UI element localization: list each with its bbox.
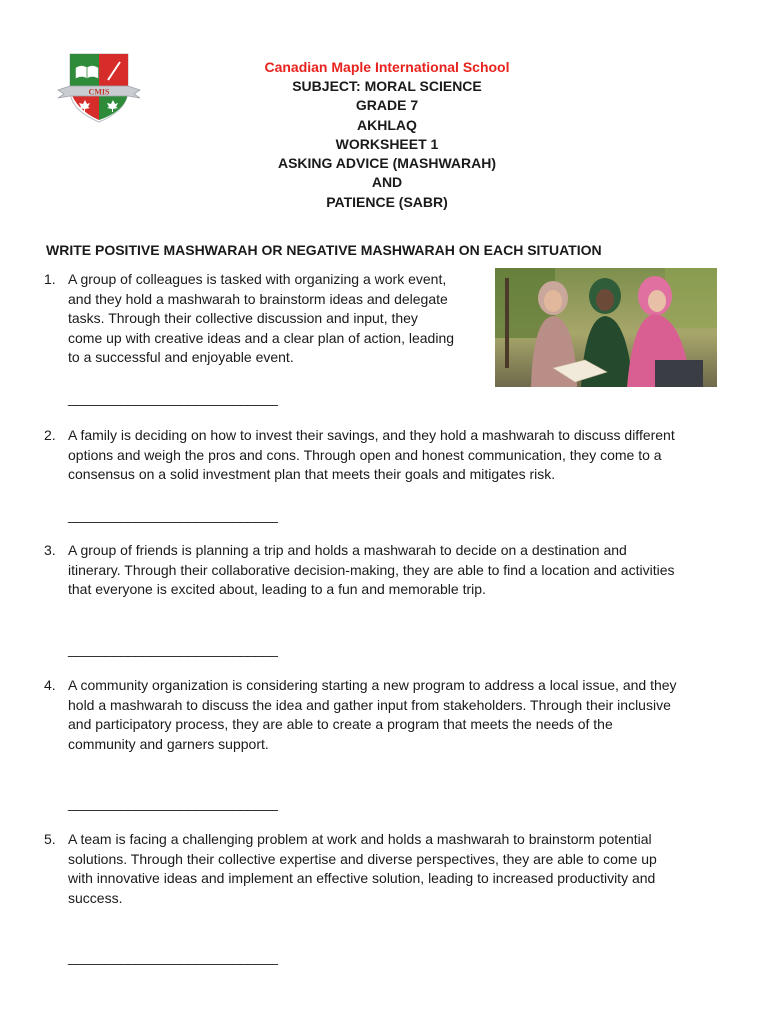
students-photo	[495, 268, 717, 387]
item-text: A group of friends is planning a trip and holds a mashwarah to decide on a destination and itinerary. Through their collaborative decision-making, they are able to find a location and activities that everyone is excited about, leading to a fun and memorable trip.	[68, 542, 675, 597]
item-number: 3.	[44, 542, 56, 558]
item-number: 2.	[44, 427, 56, 443]
item-text: A team is facing a challenging problem at work and holds a mashwarah to brainstorm potential solutions. Through their collective expertise and diverse perspectives, they are able to come up with innovative ideas and implement an effective solution, leading to increased productivity and success.	[68, 831, 657, 906]
school-name: Canadian Maple International School	[264, 59, 510, 75]
title-line-1: ASKING ADVICE (MASHWARAH)	[277, 155, 497, 172]
item-text: A community organization is considering starting a new program to address a local issue, and they hold a mashwarah to discuss the idea and gather input from stakeholders. Through their inclusive and participatory process, they are able to create a program that meets the needs of the community and garners support.	[68, 677, 677, 752]
item-text: A family is deciding on how to invest their savings, and they hold a mashwarah to discuss different options and weigh the pros and cons. Through open and honest communication, they come to a consensus on a solid investment plan that meets their goals and mitigates risk.	[68, 427, 675, 482]
answer-blank-3[interactable]: ____________________________	[68, 641, 278, 657]
worksheet-header	[190, 58, 584, 212]
item-number: 1.	[44, 271, 56, 287]
item-text: A group of colleagues is tasked with organizing a work event, and they hold a mashwarah to brainstorm ideas and delegate tasks. Through their collective discussion and input, they come up with creative ideas and a clear plan of action, leading to a successful and enjoyable event.	[68, 271, 455, 365]
instruction-heading: WRITE POSITIVE MASHWARAH OR NEGATIVE MASHWARAH ON EACH SITUATION	[46, 242, 602, 258]
title-line-2: AND	[371, 174, 403, 191]
title-line-3: PATIENCE (SABR)	[326, 193, 448, 210]
grade-line: GRADE 7	[355, 97, 419, 114]
item-number: 5.	[44, 831, 56, 847]
answer-blank-4[interactable]: ____________________________	[68, 795, 278, 811]
answer-blank-1[interactable]: ____________________________	[68, 390, 278, 406]
answer-blank-2[interactable]: ____________________________	[68, 507, 278, 523]
subject-line: SUBJECT: MORAL SCIENCE	[292, 78, 482, 94]
school-logo	[56, 50, 142, 124]
answer-blank-5[interactable]: ____________________________	[68, 949, 278, 965]
svg-text:CMIS: CMIS	[88, 87, 110, 97]
item-number: 4.	[44, 677, 56, 693]
topic-line: AKHLAQ	[357, 116, 417, 133]
worksheet-line: WORKSHEET 1	[335, 135, 439, 152]
